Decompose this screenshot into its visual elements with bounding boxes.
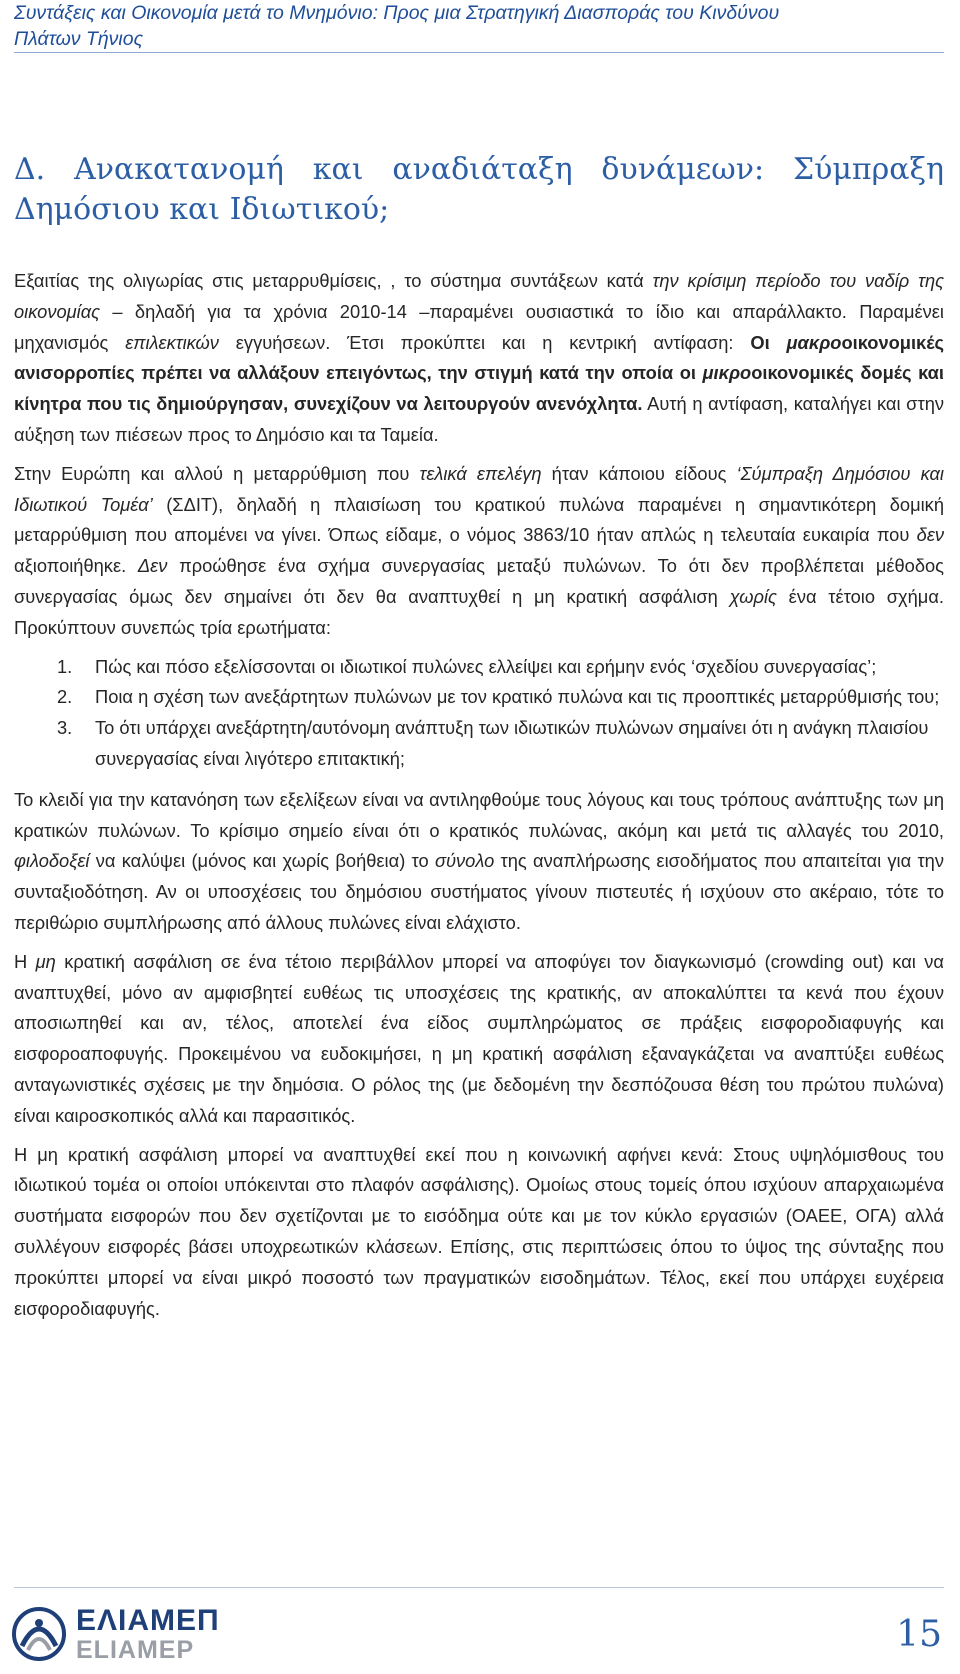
paragraph-3 [14,785,944,939]
strong: οικονομικές δομές και κίνητρα που τις δημιούργησαν, συνεχίζουν να λειτουργούν ανενόχλητα. [14,362,944,415]
header-title: Συντάξεις και Οικονομία μετά το Μνημόνιο: Προς μια Στρατηγική Διασποράς του Κινδύνου [14,2,780,24]
heading-word: δυνάμεων: [601,152,765,187]
text-run: Στην Ευρώπη και αλλού η μεταρρύθμιση που [14,462,420,484]
list-item-text: Ποια η σχέση των ανεξάρτητων πυλώνων με τον κρατικό πυλώνα και τις προοπτικές μεταρρύθμισής του; [95,686,940,708]
emphasis: χωρίς [729,585,777,607]
text-run: Αυτή η αντίφαση, καταλήγει και στην αύξηση των πιέσεων προς το Δημόσιο και τα Ταμεία. [14,393,944,445]
eliamep-logo [12,1604,272,1664]
text-run: Η [14,950,36,972]
text-run: (ΣΔΙΤ), δηλαδή η πλαισίωση του κρατικού πυλώνα παραμένει η σημαντικότερη δομική μεταρρύθμιση που απομένει να γίνει. Όπως είδαμε, ο νόμος 3863/10 ήταν απλώς η τελευταία ευκαιρία που [14,493,944,546]
text-run: προώθησε ένα σχήμα συνεργασίας μεταξύ πυλώνων. Το ότι δεν προβλέπεται μέθοδος συνεργασίας όμως δεν σημαίνει ότι δεν θα αναπτυχθεί η μη κρατική ασφάλιση [14,555,944,607]
paragraph-1 [14,266,944,451]
emphasis: μη [35,950,56,972]
text-run: να καλύψει (μόνος και χωρίς βοήθεια) το [89,850,435,872]
heading-word: και [312,152,364,187]
strong-emphasis: μακρο [786,331,842,353]
heading-word: Σύμπραξη [792,152,944,187]
list-number: 2. [57,686,73,708]
text-run: – δηλαδή για τα χρόνια 2010-14 –παραμένει ουσιαστικά το ίδιο και απαράλλακτο. Παραμένει μηχανισμός [14,300,944,353]
emphasis: ‘Σύμπραξη Δημόσιου και Ιδιωτικού Τομέα’ [14,462,944,515]
text-run: εγγυήσεων. Έτσι προκύπτει και η κεντρική αντίφαση: [218,331,751,353]
paragraph-5: Η μη κρατική ασφάλιση μπορεί να αναπτυχθεί εκεί που η κοινωνική αφήνει κενά: Στους υψηλόμισθους του ιδιωτικού τομέα οι οποίοι υπόκεινται στο πλαφόν ασφάλισης). Ομοίως στους τομείς όπου ισχύουν απαρχαιωμένα συστήματα εισφορών που δεν σχετίζονται με το εισόδημα ούτε και με τον κύκλο εργασιών (ΟΑΕΕ, ΟΓΑ) αλλά συλλέγουν εισφορές βάσει υποχρεωτικών κλάσεων. Επίσης, στις περιπτώσεις όπου το ύψος της σύνταξης που προκύπτει μπορεί να είναι μικρό ποσοστό των πραγματικών εισοδημάτων. Τέλος, εκεί που υπάρχει ευχέρεια εισφοροδιαφυγής. [14,1143,944,1319]
questions-list [14,652,944,775]
strong: Οι [750,331,787,353]
text-run: Εξαιτίας της ολιγωρίας στις μεταρρυθμίσεις, , το σύστημα συντάξεων κατά [14,270,653,291]
list-item [14,682,944,713]
paragraph-4 [14,947,944,1132]
emphasis: δεν [916,524,944,546]
emphasis: σύνολο [434,850,495,872]
list-item-text: Το ότι υπάρχει ανεξάρτητη/αυτόνομη ανάπτυξη των ιδιωτικών πυλώνων σημαίνει ότι η ανάγκη πλαισίου συνεργασίας είναι λιγότερο επιτακτική; [95,717,929,769]
list-item [14,652,944,683]
emphasis: φιλοδοξεί [14,850,90,872]
text-run: αξιοποιήθηκε. [14,555,138,577]
text-run: κρατική ασφάλιση σε ένα τέτοιο περιβάλλον μπορεί να αποφύγει τον διαγκωνισμό (crowding out) και να αναπτυχθεί, μόνο αν αμφισβητεί ευθέως τις υποσχέσεις της κρατικής, αν αποκαλύπτει τα κενά που έχουν αποσιωπηθεί και αν, τέλος, αποτελεί ένα είδος συμπληρώματος σε πράξεις εισφοροδιαφυγής και εισφοροαποφυγής. Προκειμένου να ευδοκιμήσει, η μη κρατική ασφάλιση εξαναγκάζεται να αναπτύξει ευθέως ανταγωνιστικές σχέσεις με την δημόσια. Ο ρόλος της (με δεδομένη την δεσπόζουσα θέση του πρώτου πυλώνα) είναι καιροσκοπικός αλλά και παρασιτικός. [14,950,945,1126]
heading-word: αναδιάταξη [392,152,573,187]
section-heading [14,150,944,230]
running-header [14,0,944,52]
page-number: 15 [896,1614,942,1655]
section-heading-line1 [14,150,944,190]
list-item [14,713,944,775]
text-run: Το κλειδί για την κατανόηση των εξελίξεων είναι να αντιληφθούμε τους λόγους και τους τρόπους ανάπτυξης των μη κρατικών πυλώνων. Το κρίσιμο σημείο είναι ότι ο κρατικός πυλώνας, ακόμη και μετά τις αλλαγές του 2010, [14,788,944,841]
heading-word: Δ. [14,152,46,187]
strong-emphasis: μικρο [702,362,752,384]
emphasis: Δεν [137,555,168,577]
emphasis: τελικά επελέγη [419,462,542,484]
text-run: της αναπλήρωσης εισοδήματος που απαιτείται για την συνταξιοδότηση. Αν οι υποσχέσεις του δημόσιου συστήματος γίνουν πιστευτές ή ισχύουν στο ακέραιο, τότε το περιθώριο συμπλήρωσης από άλλους πυλώνες είναι ελάχιστο. [14,850,944,933]
footer-divider [14,1587,944,1588]
heading-word: Ανακατανομή [74,152,284,187]
text-run: ήταν κάποιου είδους [541,462,737,484]
paragraph-2 [14,459,944,644]
list-number: 3. [57,717,73,739]
header-divider [14,52,944,53]
eliamep-logo-icon [12,1606,66,1662]
logo-text-greek: ΕΛΙΑΜΕΠ [76,1604,220,1637]
list-item-text: Πώς και πόσο εξελίσσονται οι ιδιωτικοί πυλώνες ελλείψει και ερήμην ενός ‘σχεδίου συνεργασίας’; [95,655,877,677]
text-run: ένα τέτοιο σχήμα. Προκύπτουν συνεπώς τρία ερωτήματα: [14,585,944,638]
body-text [14,266,944,1324]
logo-text-latin: ELIAMEP [76,1636,195,1664]
emphasis: επιλεκτικών [125,331,219,353]
emphasis: την κρίσιμη περίοδο του ναδίρ της οικονομίας [14,270,944,322]
list-number: 1. [57,655,73,677]
section-heading-line2: Δημόσιου και Ιδιωτικού; [14,192,390,227]
header-author: Πλάτων Τήνιος [14,28,144,50]
strong: οικονομικές ανισορροπίες πρέπει να αλλάξουν επειγόντως, την στιγμή κατά την οποία οι [14,331,944,384]
